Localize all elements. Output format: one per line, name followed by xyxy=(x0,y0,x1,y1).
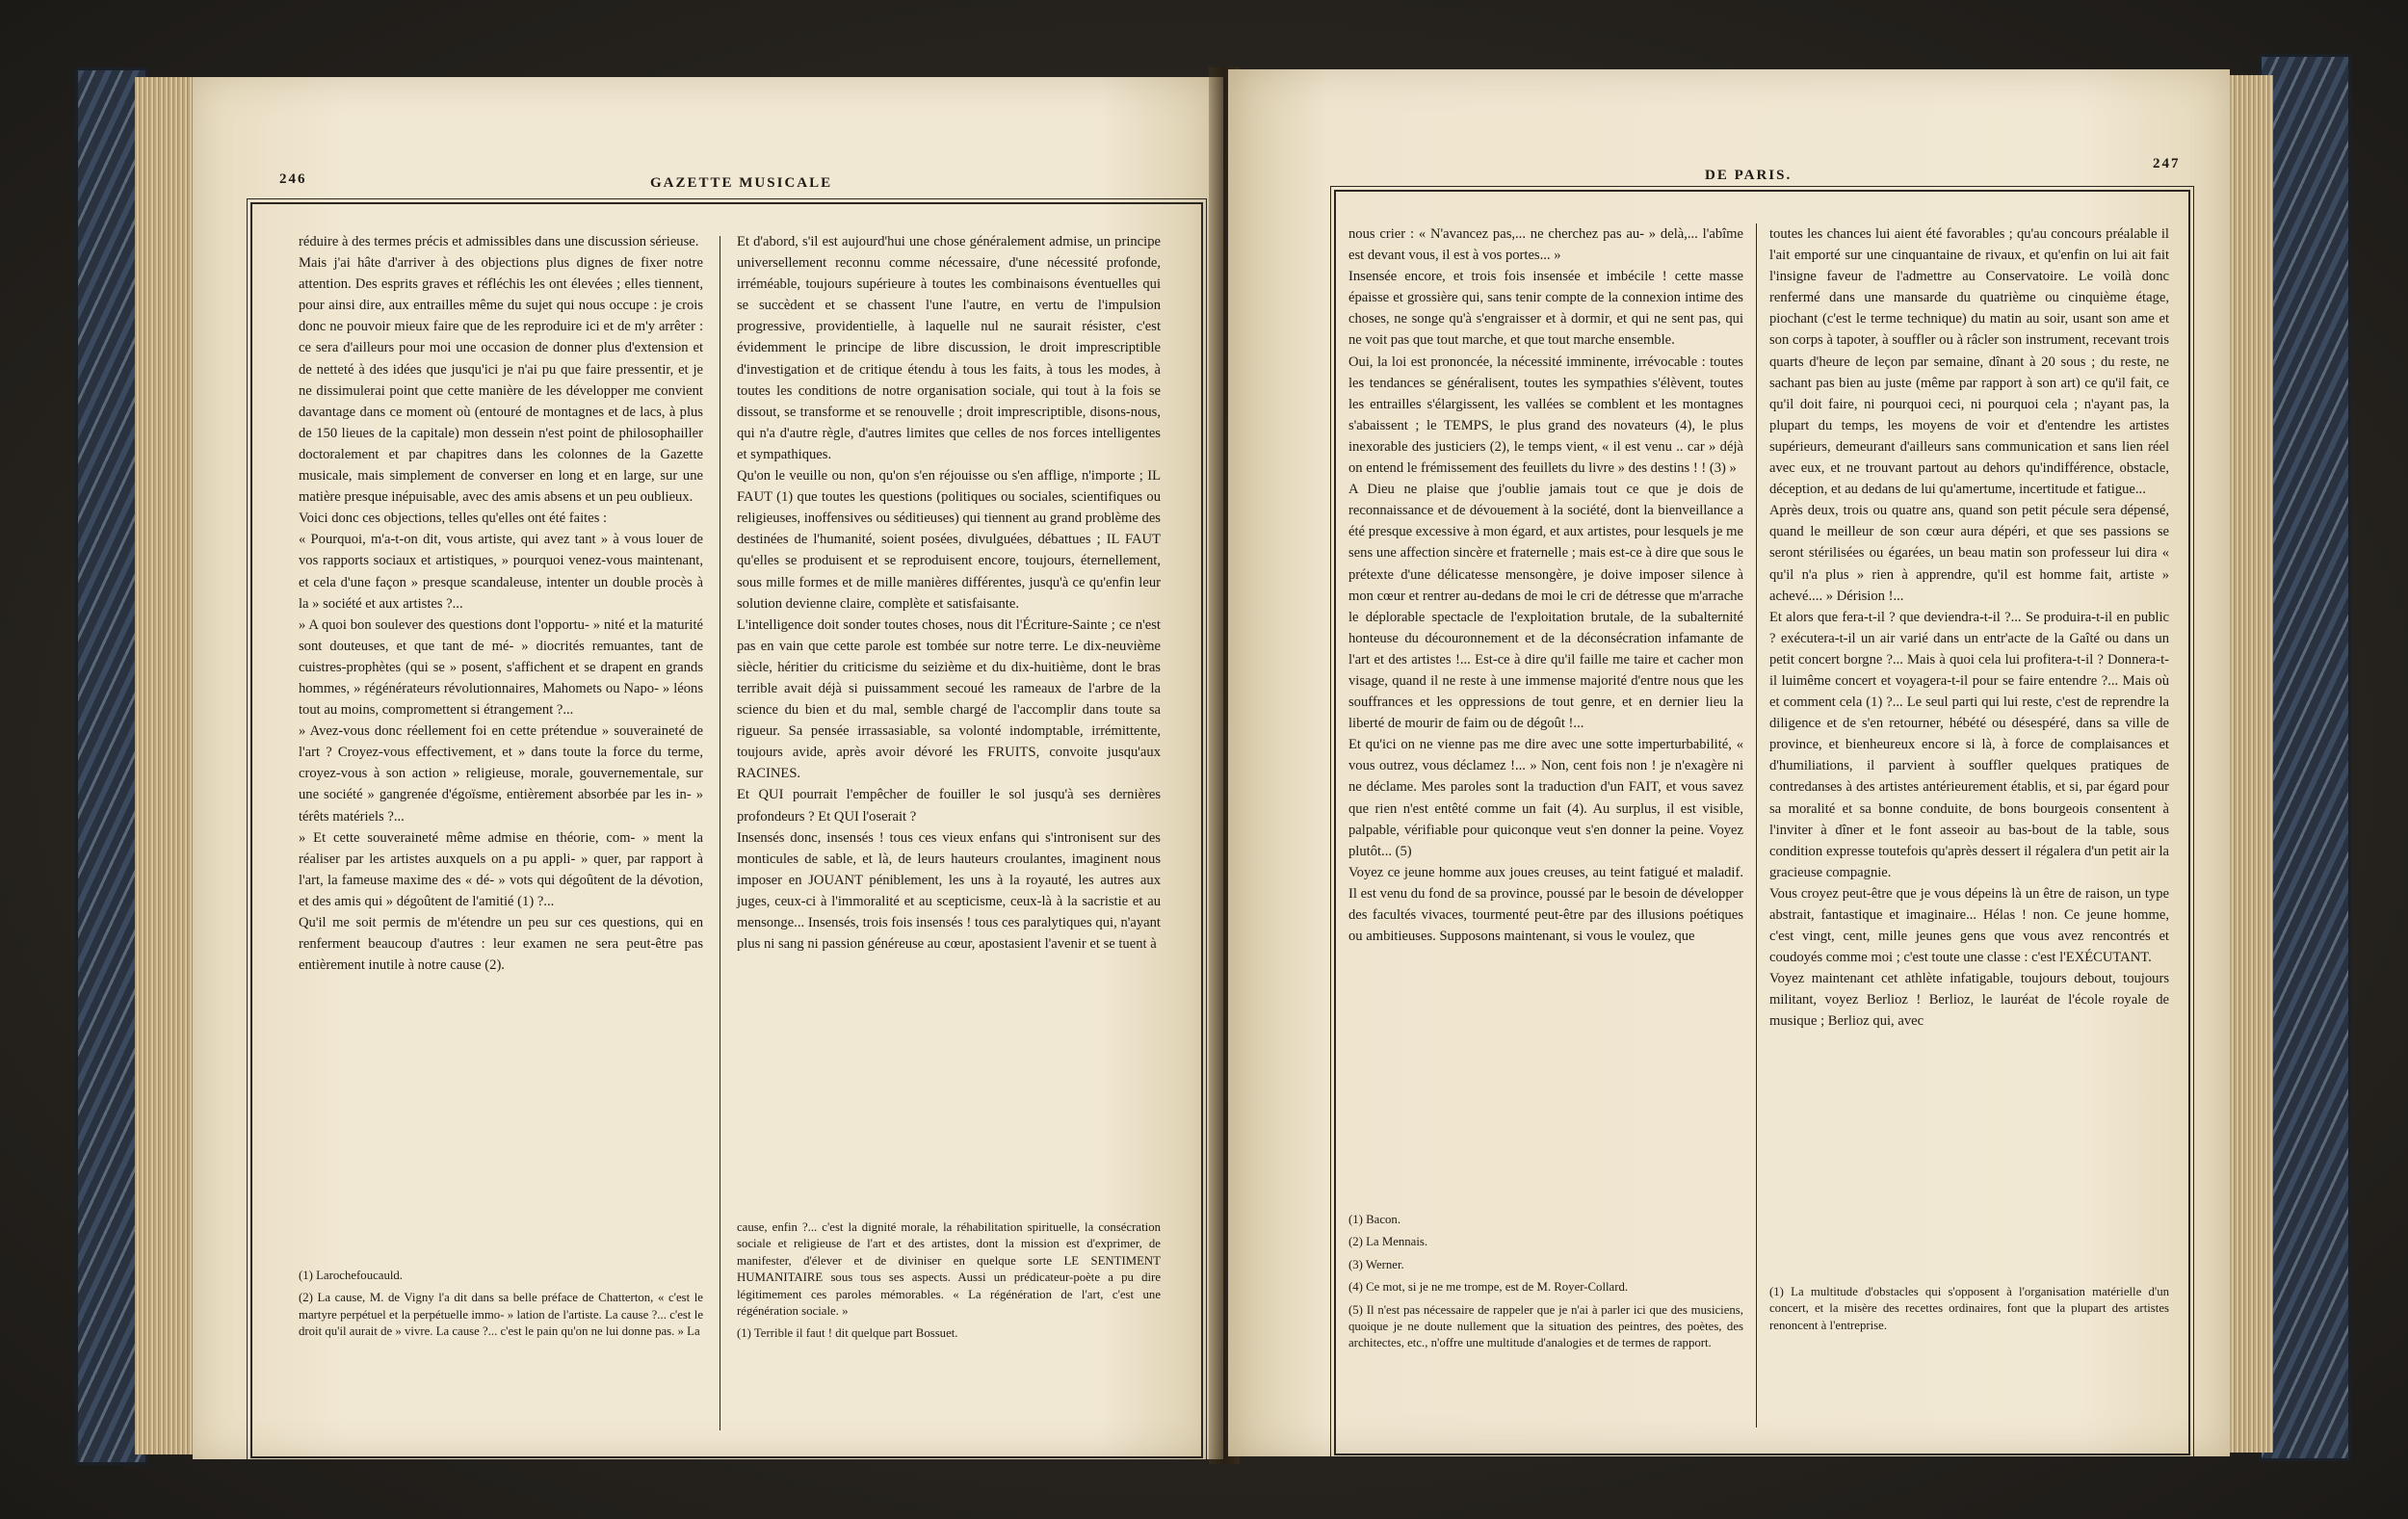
right-column-2-footnotes xyxy=(1769,1278,2169,1334)
paragraph: Voyez ce jeune homme aux joues creuses, au teint fatigué et maladif. Il est venu du fond de sa province, poussé par le besoin de développer des facultés vivaces, tourmenté peut-être par des illusions poétiques ou ambitieuses. Supposons maintenant, si vous le voulez, que xyxy=(1348,864,1743,945)
paragraph: Et d'abord, s'il est aujourd'hui une chose généralement admise, un principe universellement reconnu comme nécessaire, d'une nécessité profonde, irréméable, toujours supérieure à toutes les combinaisons éventuelles qui se succèdent et se chassent l'une l'autre, en vertu de l'impulsion progressive, providentielle, à laquelle nul ne saurait résister, c'est évidemment le principe de libre discussion, le droit imprescriptible d'investigation et de critique étendu à tous les faits, à tous les modes, à toutes les conditions de notre organisation sociale, qui tout à la fois se dissout, se transforme et se renouvelle ; droit imprescriptible, disons-nous, qui n'a d'autre règle, d'autres limites que celles de nos forces intelligentes et sympathiques. xyxy=(737,234,1161,462)
page-number-right: 247 xyxy=(2153,156,2181,171)
running-head-right: DE PARIS. xyxy=(1705,168,1793,183)
paragraph: » Et cette souveraineté même admise en théorie, com- » ment la réaliser par les artistes auxquels on a pu appli- » quer, par rapport à l'art, la fameuse maxime des « dé- » vots qui dégoûtent de la dévotion, et des amis qui » dégoûtent de l'amitié (1) ?... xyxy=(299,829,703,909)
left-page xyxy=(193,77,1223,1459)
right-column-1 xyxy=(1348,223,1743,947)
paragraph: Et qu'ici on ne vienne pas me dire avec une sotte imperturbabilité, « vous outrez, vous déclamez !... » Non, cent fois non ! je n'exagère ni ne déclame. Mes paroles sont la traduction d'un FAIT, et vous savez que rien n'est entêté comme un fait (4). Au surplus, il est visible, palpable, vérifiable pour quiconque veut s'en donner la peine. Voyez plutôt... (5) xyxy=(1348,737,1743,859)
right-page xyxy=(1228,69,2230,1456)
paragraph: Qu'on le veuille ou non, qu'on s'en réjouisse ou s'en afflige, n'importe ; IL FAUT (1) que toutes les questions (politiques ou sociales, scientifiques ou religieuses, inoffensives ou séditieuses) qui tiennent au grand problème des destinées de l'humanité, soient posées, divulguées, débattues ; IL FAUT qu'elles se produisent et se reproduisent encore, toujours, éternellement, sous mille formes et de mille manières différentes, jusqu'à ce qu'enfin leur solution devienne claire, complète et satisfaisante. xyxy=(737,468,1161,612)
paragraph: Mais j'ai hâte d'arriver à des objections plus dignes de fixer notre attention. Des esprits graves et réfléchis les ont élevées ; elles tiennent, pour ainsi dire, aux entrailles même du sujet qui nous occupe : je crois donc ne pouvoir mieux faire que de les reproduire ici et de m'y arrêter : ce sera d'ailleurs pour moi une occasion de donner plus d'extension et de netteté à des idées que jusqu'ici je n'ai pu que faire pressentir, et je ne dissimulerai point que cette manière de les développer me convient davantage dans ce moment où (entouré de montagnes et de lacs, à plus de 150 lieues de la capitale) mon dessein n'est point de philosophailler doctoralement et par chapitres dans les colonnes de la Gazette musicale, mais simplement de converser en long et en large, sur une matière presque inépuisable, avec des amis absens et un peu oublieux. xyxy=(299,255,703,506)
footnote: (2) La Mennais. xyxy=(1348,1235,1428,1249)
paragraph: « Pourquoi, m'a-t-on dit, vous artiste, qui avez tant » à vous louer de vos rapports sociaux et artistiques, » pourquoi venez-vous maintenant, et cela d'une façon » presque scandaleuse, intenter un double procès à la » société et aux artistes ?... xyxy=(299,532,703,612)
left-column-1-footnotes xyxy=(299,1262,703,1341)
running-head-left: GAZETTE MUSICALE xyxy=(650,175,833,191)
paragraph: Oui, la loi est prononcée, la nécessité imminente, irrévocable : toutes les tendances se généralisent, toutes les sympathies s'élèvent, toutes les entrailles s'élargissent, les vallées se comblent et les montagnes s'abaissent ; le TEMPS, le plus grand des novateurs (4), le plus inexorable des justiciers (2), le temps vient, « il est venu .. car » déjà on entend le frémissement des feuillets du livre » des destins ! ! (3) » xyxy=(1348,354,1743,477)
footnote: cause, enfin ?... c'est la dignité morale, la réhabilitation spirituelle, la consécration sociale et religieuse de l'art et des artistes, dont la mission est d'exprimer, de manifester, d'élever et de diviniser en quelque sorte LE SENTIMENT HUMANITAIRE sous tous ses aspects. Aussi un prédicateur-poète a pu dire légitimement ces paroles mémorables. « La régénération de l'art, c'est une régénération sociale. » xyxy=(737,1220,1161,1319)
right-column-1-footnotes xyxy=(1348,1206,1743,1352)
footnote: (1) La multitude d'obstacles qui s'opposent à l'organisation matérielle d'un concert, et la misère des recettes ordinaires, font que la plupart des artistes renoncent à l'entreprise. xyxy=(1769,1285,2169,1332)
page-number-left: 246 xyxy=(279,171,307,187)
left-column-2-footnotes xyxy=(737,1214,1161,1343)
paragraph: L'intelligence doit sonder toutes choses, nous dit l'Écriture-Sainte ; ce n'est pas en vain que cette parole est tombée sur notre terre. Le dix-neuvième siècle, héritier du criticisme du seizième et du dix-huitième, dont le bras terrible avait déjà si puissamment secoué les rameaux de l'arbre de la science du bien et du mal, semble chargé de l'accomplir dans toute sa rigueur. Sa pensée irrassasiable, sa volonté indomptable, irrémittente, toujours avide, après avoir dévoré les FRUITS, convoite jusqu'aux RACINES. xyxy=(737,616,1161,782)
paragraph: Insensés donc, insensés ! tous ces vieux enfans qui s'intronisent sur des monticules de sable, et là, de leurs hauteurs croulantes, imaginent nous imposer en JOUANT péniblement, les uns à la royauté, les autres aux juges, ceux-ci à l'immoralité et au scepticisme, ceux-là à la sacristie et au mensonge... Insensés, trois fois insensés ! tous ces paralytiques qui, n'ayant plus ni sang ni passion généreuse au cœur, apostasient l'avenir et se tuent à xyxy=(737,829,1161,953)
footnote: (3) Werner. xyxy=(1348,1257,1404,1271)
paragraph: Après deux, trois ou quatre ans, quand son petit pécule sera dépensé, quand le meilleur de son cœur aura dépéri, et que ses passions se seront stérilisées ou égarées, un beau matin son professeur lui dira « qu'il n'a plus » rien à apprendre, qu'il est homme fait, artiste » achevé.... » Dérision !... xyxy=(1769,503,2169,604)
footnote: (5) Il n'est pas nécessaire de rappeler que je n'ai à parler ici que des musiciens, quoique je ne doute nullement que la situation des peintres, des poètes, des architectes, etc., n'offre une multitude d'analogies et de termes de rapport. xyxy=(1348,1302,1743,1350)
right-page-edges xyxy=(2225,75,2273,1453)
paragraph: Insensée encore, et trois fois insensée et imbécile ! cette masse épaisse et grossière qui, sans tenir compte de la connexion intime des choses, ne songe qu'à s'engraisser et à dormir, et qui ne sent pas, qui ne voit pas que tout marche, et que tout marche ensemble. xyxy=(1348,269,1743,349)
paragraph: Et QUI pourrait l'empêcher de fouiller le sol jusqu'à ses dernières profondeurs ? Et QUI l'oserait ? xyxy=(737,787,1161,825)
footnote: (1) Bacon. xyxy=(1348,1213,1401,1226)
paragraph: Voyez maintenant cet athlète infatigable, toujours debout, toujours militant, voyez Berlioz ! Berlioz, le lauréat de l'école royale de musique ; Berlioz qui, avec xyxy=(1769,971,2169,1030)
footnote: (1) Larochefoucauld. xyxy=(299,1269,404,1282)
footnote: (1) Terrible il faut ! dit quelque part Bossuet. xyxy=(737,1326,958,1341)
footnote: (4) Ce mot, si je ne me trompe, est de M. Royer-Collard. xyxy=(1348,1280,1629,1295)
paragraph: Vous croyez peut-être que je vous dépeins là un être de raison, un type abstrait, fantastique et imaginaire... Hélas ! non. Ce jeune homme, c'est vingt, cent, mille jeunes gens que vous avez rencontrés et coudoyés comme moi ; c'est toute une classe : c'est l'EXÉCUTANT. xyxy=(1769,885,2169,966)
paragraph: » Avez-vous donc réellement foi en cette prétendue » souveraineté de l'art ? Croyez-vous effectivement, et » dans toute la force du terme, croyez-vous à son action » religieuse, morale, gouvernementale, sur une société » gangrenée d'égoïsme, entièrement absorbée par les in- » térêts matériels ?... xyxy=(299,723,703,825)
paragraph: A Dieu ne plaise que j'oublie jamais tout ce que je dois de reconnaissance et de dévouement à la société, dont la bienveillance a été presque excessive à mon égard, et aux artistes, pour lesquels je me sens une affection sincère et fraternelle ; mais est-ce à dire que sous le prétexte d'une délicatesse mensongère, je doive imposer silence à mon cœur et rentrer au-dedans de moi le cri de détresse que m'arrache le déplorable spectacle de l'exploitation brutale, de la subalternité honteuse du découronnement et de la déconsécration infamante de l'art et des artistes !... Est-ce à dire qu'il faille me taire et cacher mon visage, quand il ne reste à une immense majorité d'entre nous que les souffrances et les oppressions de tout genre, et en dernier lieu la liberté de mourir de faim ou de dégoût !... xyxy=(1348,482,1743,732)
left-column-1 xyxy=(299,231,703,976)
right-column-rule xyxy=(1756,223,1757,1427)
paragraph: » A quoi bon soulever des questions dont l'opportu- » nité et la maturité sont douteuses, et que tant de mé- » diocrités remuantes, tant de cuistres-prophètes (qui se » posent, s'affichent et se drapent en grands hommes, » régénérateurs révolutionnaires, Mahomets ou Napo- » léons tout au moins, compromettent si étrangement ?... xyxy=(299,616,703,719)
paragraph: toutes les chances lui aient été favorables ; qu'au concours préalable il l'ait emporté sur une cinquantaine de rivaux, et qu'enfin on lui ait fait l'insigne faveur de l'admettre au Conservatoire. Le voilà donc renfermé dans une mansarde du quatrième ou cinquième étage, piochant (c'est le terme technique) du matin au soir, usant son ame et son corps à tapoter, à souffler ou à râcler son instrument, recevant trois quarts d'heure de leçon par semaine, dînant à 20 sous ; du reste, ne sachant pas bien au juste (même par rapport à son art) ce qu'il fait, ce qu'il doit faire, ni pourquoi ceci, ni pourquoi cela ; n'ayant pas, la plupart du temps, les moyens de voir et d'entendre les artistes supérieurs, demeurant d'ailleurs sans communication et sans lien réel avec eux, et ne trouvant partout au dehors qu'indifférence, obstacle, déception, et au dedans de lui qu'amertume, incertitude et fatigue... xyxy=(1769,226,2169,498)
paragraph: Et alors que fera-t-il ? que deviendra-t-il ?... Se produira-t-il en public ? exécutera-t-il un air varié dans un entr'acte de la Gaîté ou dans un petit concert borgne ?... Mais à quoi cela lui profitera-t-il ? Donnera-t-il luimême concert et voyagera-t-il pour se faire entendre ?... Mais où et comment cela (1) ?... Le seul parti qui lui reste, c'est de reprendre la diligence et de s'en retourner, hébété ou désespéré, dans sa ville de province, et bienheureux encore si là, à force de complaisances et d'humiliations, il parvient à souffler quelques pratiques de contredanses à des artistes antérieurement établis, et si, par égard pour sa moralité et sa bonne conduite, de bons bourgeois consentent à l'inviter à dîner et le font asseoir au bas-bout de la table, sous condition expresse toutefois qu'après dessert il régalera d'un petit air la gracieuse compagnie. xyxy=(1769,609,2169,880)
paragraph: Voici donc ces objections, telles qu'elles ont été faites : xyxy=(299,511,608,527)
footnote: (2) La cause, M. de Vigny l'a dit dans sa belle préface de Chatterton, « c'est le martyre perpétuel et la perpétuelle immo- » lation de l'artiste. La cause ?... c'est le droit qu'il aurait de » vivre. La cause ?... c'est le pain qu'on ne lui donne pas. » La xyxy=(299,1291,703,1339)
paragraph: réduire à des termes précis et admissibles dans une discussion sérieuse. xyxy=(299,234,699,249)
paragraph: nous crier : « N'avancez pas,... ne cherchez pas au- » delà,... l'abîme est devant vous, il est à vos portes... » xyxy=(1348,226,1743,264)
right-column-2 xyxy=(1769,223,2169,1033)
left-column-2 xyxy=(737,231,1161,955)
paragraph: Qu'il me soit permis de m'étendre un peu sur ces questions, qui en renferment beaucoup d'autres : leur examen ne sera peut-être pas entièrement inutile à notre cause (2). xyxy=(299,915,703,974)
